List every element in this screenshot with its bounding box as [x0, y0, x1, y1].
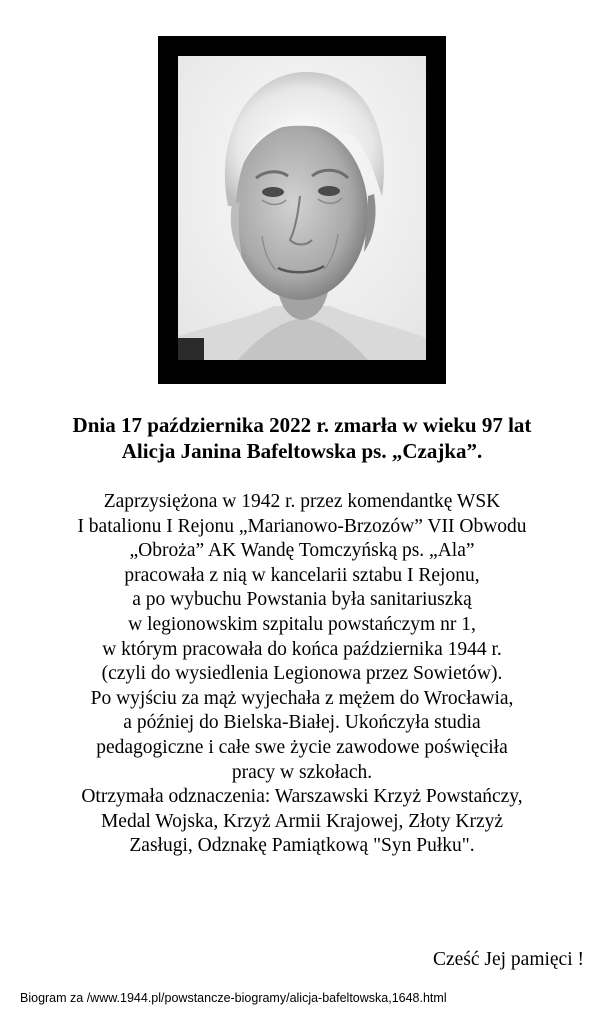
biography-line: a później do Bielska-Białej. Ukończyła studia: [123, 712, 481, 734]
heading-line-name: Alicja Janina Bafeltowska ps. „Czajka”.: [121, 439, 483, 463]
biography-line: pedagogiczne i całe swe życie zawodowe poświęciła: [96, 736, 508, 758]
portrait-frame: [158, 36, 446, 384]
portrait-photo: [178, 56, 426, 360]
biography-line: pracy w szkołach.: [231, 761, 373, 783]
closing-tribute: Cześć Jej pamięci !: [432, 949, 584, 970]
portrait-illustration: [178, 56, 426, 360]
biography-line: pracowała z nią w kancelarii sztabu I Rejonu,: [124, 564, 480, 586]
biography-line: w którym pracowała do końca października 1944 r.: [102, 638, 502, 660]
biography-line: (czyli do wysiedlenia Legionowa przez Sowietów).: [101, 663, 503, 685]
obituary-heading: [0, 412, 604, 464]
biography-line: Medal Wojska, Krzyż Armii Krajowej, Złoty Krzyż: [100, 810, 504, 832]
heading-line-death-date: Dnia 17 października 2022 r. zmarła w wieku 97 lat: [72, 413, 532, 437]
biography-line: Otrzymała odznaczenia: Warszawski Krzyż Powstańczy,: [81, 786, 523, 808]
biography-line: I batalionu I Rejonu „Marianowo-Brzozów” VII Obwodu: [77, 515, 527, 537]
biography-text: [0, 490, 604, 859]
biography-line: Zaprzysiężona w 1942 r. przez komendantkę WSK: [103, 491, 501, 512]
biography-line: Po wyjściu za mąż wyjechała z mężem do Wrocławia,: [90, 687, 514, 709]
biography-line: „Obroża” AK Wandę Tomczyńską ps. „Ala”: [129, 540, 475, 562]
biography-line: w legionowskim szpitalu powstańczym nr 1,: [128, 613, 476, 635]
biography-line: Zasługi, Odznakę Pamiątkową "Syn Pułku".: [129, 835, 475, 857]
source-citation: Biogram za /www.1944.pl/powstancze-biogramy/alicja-bafeltowska,1648.html: [20, 991, 447, 1005]
biography-line: a po wybuchu Powstania była sanitariuszką: [132, 589, 472, 611]
